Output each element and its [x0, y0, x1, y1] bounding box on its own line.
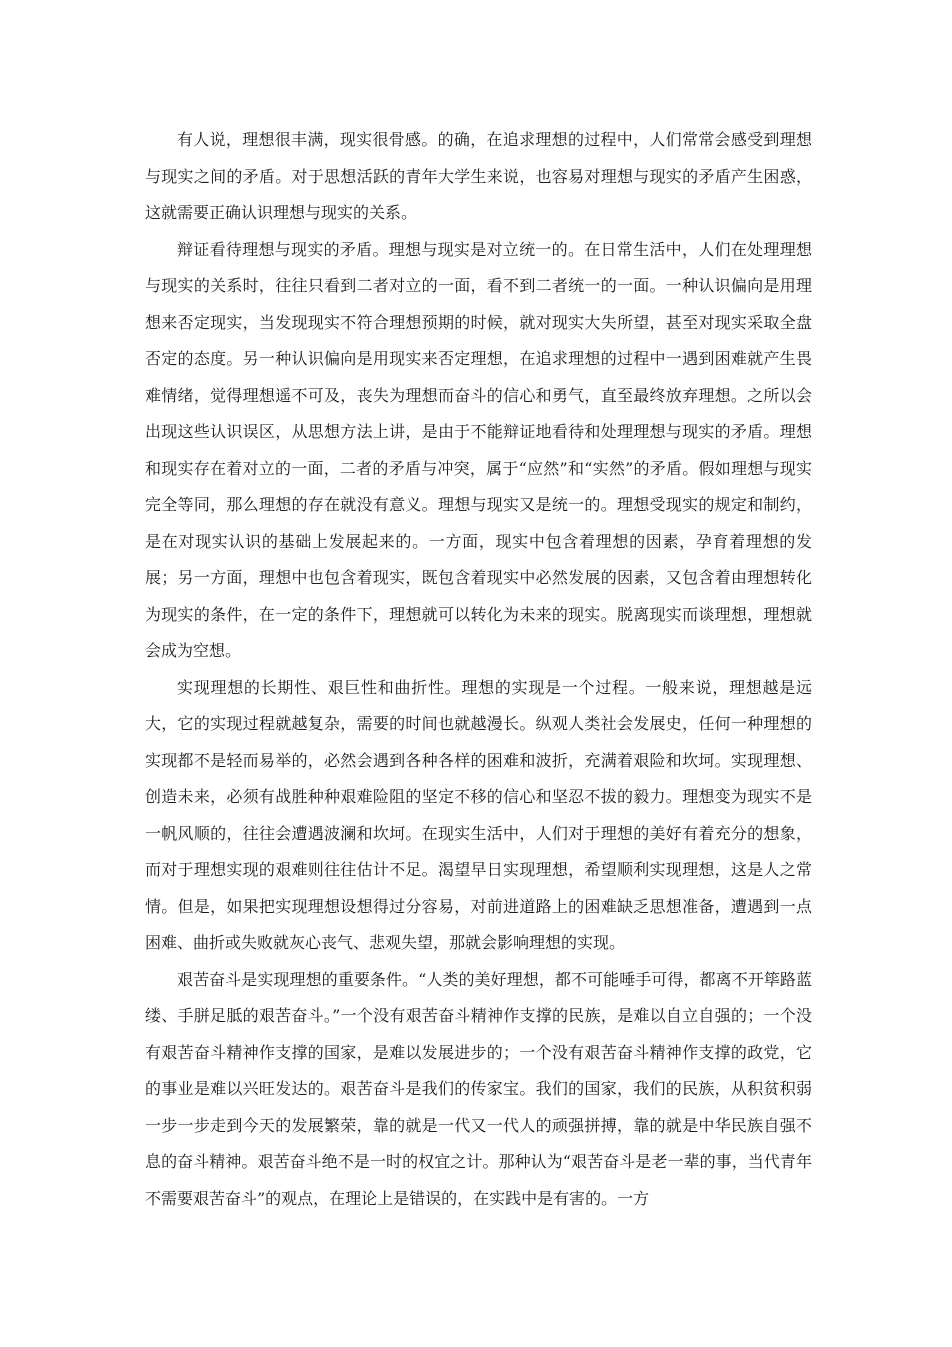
document-body — [145, 122, 812, 1217]
paragraph-long-term-nature: 实现理想的长期性、艰巨性和曲折性。理想的实现是一个过程。一般来说，理想越是远大，它的实现过程就越复杂，需要的时间也就越漫长。纵观人类社会发展史，任何一种理想的实现都不是轻而易举的，必然会遇到各种各样的困难和波折，充满着艰险和坎坷。实现理想、创造未来，必须有战胜种种艰难险阻的坚定不移的信心和坚忍不拔的毅力。理想变为现实不是一帆风顺的，往往会遭遇波澜和坎坷。在现实生活中，人们对于理想的美好有着充分的想象，而对于理想实现的艰难则往往估计不足。渴望早日实现理想，希望顺利实现理想，这是人之常情。但是，如果把实现理想设想得过分容易，对前进道路上的困难缺乏思想准备，遭遇到一点困难、曲折或失败就灰心丧气、悲观失望，那就会影响理想的实现。 — [145, 677, 812, 952]
paragraph-hard-work: 艰苦奋斗是实现理想的重要条件。“人类的美好理想，都不可能唾手可得，都离不开筚路蓝缕、手胼足胝的艰苦奋斗。”一个没有艰苦奋斗精神作支撑的民族，是难以自立自强的；一个没有艰苦奋斗精神作支撑的国家，是难以发展进步的；一个没有艰苦奋斗精神作支撑的政党，它的事业是难以兴旺发达的。艰苦奋斗是我们的传家宝。我们的国家，我们的民族，从积贫积弱一步一步走到今天的发展繁荣，靠的就是一代又一代人的顽强拼搏，靠的就是中华民族自强不息的奋斗精神。艰苦奋斗绝不是一时的权宜之计。那种认为“艰苦奋斗是老一辈的事，当代青年不需要艰苦奋斗”的观点，在理论上是错误的，在实践中是有害的。一方 — [145, 969, 812, 1208]
paragraph-dialectical-view: 辩证看待理想与现实的矛盾。理想与现实是对立统一的。在日常生活中，人们在处理理想与现实的关系时，往往只看到二者对立的一面，看不到二者统一的一面。一种认识偏向是用理想来否定现实，当发现现实不符合理想预期的时候，就对现实大失所望，甚至对现实采取全盘否定的态度。另一种认识偏向是用现实来否定理想，在追求理想的过程中一遇到困难就产生畏难情绪，觉得理想遥不可及，丧失为理想而奋斗的信心和勇气，直至最终放弃理想。之所以会出现这些认识误区，从思想方法上讲，是由于不能辩证地看待和处理理想与现实的矛盾。理想和现实存在着对立的一面，二者的矛盾与冲突，属于“应然”和“实然”的矛盾。假如理想与现实完全等同，那么理想的存在就没有意义。理想与现实又是统一的。理想受现实的规定和制约，是在对现实认识的基础上发展起来的。一方面，现实中包含着理想的因素，孕育着理想的发展；另一方面，理想中也包含着现实，既包含着现实中必然发展的因素，又包含着由理想转化为现实的条件，在一定的条件下，理想就可以转化为未来的现实。脱离现实而谈理想，理想就会成为空想。 — [145, 239, 812, 660]
paragraph-ideal-reality-intro: 有人说，理想很丰满，现实很骨感。的确，在追求理想的过程中，人们常常会感受到理想与现实之间的矛盾。对于思想活跃的青年大学生来说，也容易对理想与现实的矛盾产生困惑，这就需要正确认识理想与现实的关系。 — [145, 130, 812, 222]
